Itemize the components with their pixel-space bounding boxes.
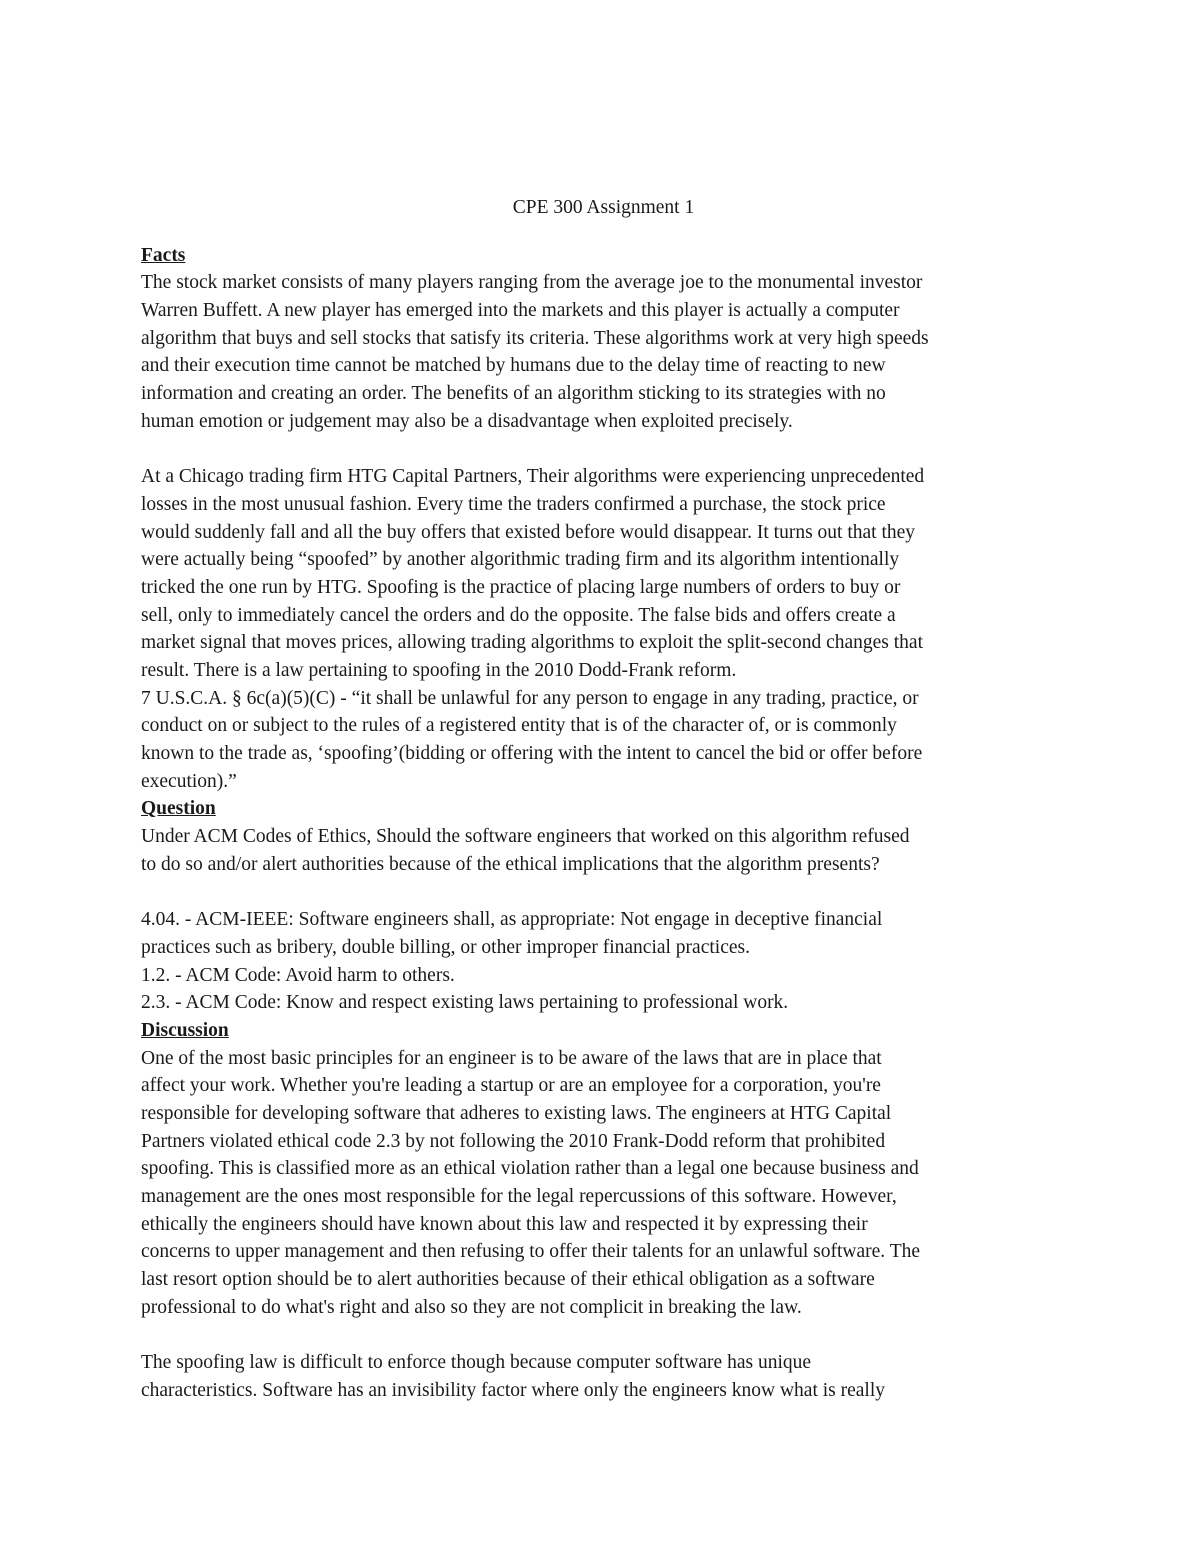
- text-line: Partners violated ethical code 2.3 by not following the 2010 Frank-Dodd reform that prohibited: [141, 1130, 886, 1152]
- discussion-heading: Discussion: [141, 1019, 229, 1041]
- facts-paragraph-1: [141, 269, 1066, 435]
- text-line: sell, only to immediately cancel the orders and do the opposite. The false bids and offers create a: [141, 604, 896, 626]
- text-line: losses in the most unusual fashion. Every time the traders confirmed a purchase, the stock price: [141, 493, 886, 515]
- facts-heading: Facts: [141, 244, 186, 266]
- question-paragraph: [141, 823, 1066, 878]
- text-line: were actually being “spoofed” by another algorithmic trading firm and its algorithm intentionally: [141, 549, 900, 571]
- text-line: Under ACM Codes of Ethics, Should the software engineers that worked on this algorithm refused: [141, 826, 910, 848]
- statute-line: conduct on or subject to the rules of a registered entity that is of the character of, or is commonly: [141, 715, 897, 737]
- text-line: concerns to upper management and then refusing to offer their talents for an unlawful software. The: [141, 1241, 921, 1263]
- text-line: affect your work. Whether you're leading a startup or are an employee for a corporation, you're: [141, 1075, 881, 1097]
- statute-line: execution).”: [141, 770, 237, 792]
- document-title: CPE 300 Assignment 1: [512, 197, 695, 218]
- text-line: The stock market consists of many players ranging from the average joe to the monumental investor: [141, 272, 923, 294]
- paragraph-gap: [141, 1322, 1066, 1350]
- code-item: practices such as bribery, double billing, or other improper financial practices.: [141, 936, 750, 958]
- code-item: 2.3. - ACM Code: Know and respect existing laws pertaining to professional work.: [141, 992, 789, 1014]
- text-line: information and creating an order. The benefits of an algorithm sticking to its strategies with no: [141, 383, 886, 405]
- discussion-paragraph-2: [141, 1349, 1066, 1404]
- text-line: ethically the engineers should have known about this law and respected it by expressing their: [141, 1213, 868, 1235]
- document-body: [141, 194, 1066, 1405]
- text-line: management are the ones most responsible for the legal repercussions of this software. However,: [141, 1186, 897, 1208]
- text-line: One of the most basic principles for an engineer is to be aware of the laws that are in place that: [141, 1047, 882, 1069]
- statute-line: 7 U.S.C.A. § 6c(a)(5)(C) - “it shall be unlawful for any person to engage in any trading, practice, or: [141, 687, 919, 709]
- text-line: professional to do what's right and also so they are not complicit in breaking the law.: [141, 1296, 802, 1318]
- text-line: market signal that moves prices, allowing trading algorithms to exploit the split-second changes that: [141, 632, 923, 654]
- text-line: characteristics. Software has an invisibility factor where only the engineers know what is really: [141, 1379, 886, 1401]
- text-line: human emotion or judgement may also be a disadvantage when exploited precisely.: [141, 410, 793, 432]
- text-line: The spoofing law is difficult to enforce though because computer software has unique: [141, 1352, 812, 1374]
- ethics-codes-list: [141, 906, 1066, 1017]
- text-line: last resort option should be to alert authorities because of their ethical obligation as a software: [141, 1269, 875, 1291]
- text-line: algorithm that buys and sell stocks that satisfy its criteria. These algorithms work at very high speeds: [141, 327, 929, 349]
- text-line: to do so and/or alert authorities because of the ethical implications that the algorithm presents?: [141, 853, 880, 875]
- facts-paragraph-2: [141, 463, 1066, 795]
- text-line: responsible for developing software that adheres to existing laws. The engineers at HTG Capital: [141, 1103, 892, 1125]
- paragraph-gap: [141, 879, 1066, 907]
- text-line: At a Chicago trading firm HTG Capital Partners, Their algorithms were experiencing unprecedented: [141, 466, 925, 488]
- question-heading: Question: [141, 798, 216, 820]
- discussion-paragraph-1: [141, 1045, 1066, 1322]
- text-line: would suddenly fall and all the buy offers that existed before would disappear. It turns out that they: [141, 521, 916, 543]
- text-line: Warren Buffett. A new player has emerged into the markets and this player is actually a computer: [141, 300, 900, 322]
- text-line: and their execution time cannot be matched by humans due to the delay time of reacting to new: [141, 355, 886, 377]
- code-item: 1.2. - ACM Code: Avoid harm to others.: [141, 964, 455, 986]
- text-line: tricked the one run by HTG. Spoofing is the practice of placing large numbers of orders to buy or: [141, 576, 901, 598]
- text-line: spoofing. This is classified more as an ethical violation rather than a legal one because business and: [141, 1158, 919, 1180]
- code-item: 4.04. - ACM-IEEE: Software engineers shall, as appropriate: Not engage in deceptive financial: [141, 909, 883, 931]
- statute-line: known to the trade as, ‘spoofing’(bidding or offering with the intent to cancel the bid or offer before: [141, 743, 923, 765]
- paragraph-gap: [141, 436, 1066, 464]
- text-line: result. There is a law pertaining to spoofing in the 2010 Dodd-Frank reform.: [141, 660, 737, 682]
